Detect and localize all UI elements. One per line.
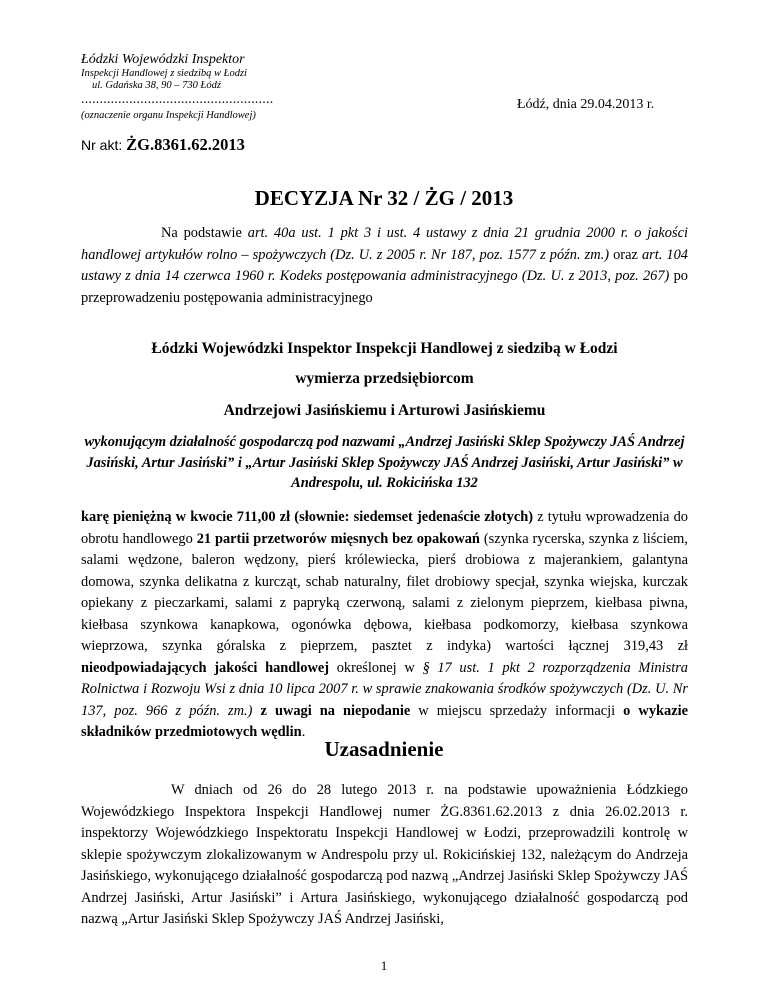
penalty-end: . xyxy=(301,724,306,740)
authority-address: ul. Gdańska 38, 90 – 730 Łódź xyxy=(92,80,221,91)
penalty-text-1: z tytułu wprowadzenia do obrotu handlowego xyxy=(81,509,688,547)
basis-statute-1: art. 40a ust. 1 pkt 3 i ust. 4 ustawy z dnia 21 grudnia 2000 r. o jakości handlowej artykułów rolno – spożywczych (Dz. U. z 2005 r. Nr 187, poz. 1577 z późn. zm.) xyxy=(81,225,688,263)
authority-note: (oznaczenie organu Inspekcji Handlowej) xyxy=(81,110,256,121)
page-number: 1 xyxy=(380,958,388,973)
penalty-text-3: w miejscu sprzedaży informacji xyxy=(410,702,624,719)
basis-text-1: Na podstawie xyxy=(161,225,248,241)
recipients: Andrzejowi Jasińskiemu i Arturowi Jasińskiemu xyxy=(223,402,546,419)
penalty-text-2: określonej w xyxy=(329,659,423,676)
basis-statute-2: art. 104 ustawy z dnia 14 czerwca 1960 r. Kodeks postępowania administracyjnego (Dz. U. z 2013, poz. 267) xyxy=(81,246,688,284)
penalty-batches: 21 partii przetworów mięsnych bez opakowań xyxy=(196,530,480,547)
penalty-ingredients: o wykazie składników przedmiotowych wędlin xyxy=(81,702,688,740)
authority-name: Łódzki Wojewódzki Inspektor xyxy=(81,52,245,67)
authority-subtitle: Inspekcji Handlowej z siedzibą w Łodzi xyxy=(81,68,247,79)
justification-text: W dniach od 26 do 28 lutego 2013 r. na podstawie upoważnienia Łódzkiego Wojewódzkiego Inspektora Inspekcji Handlowej numer ŻG.8361.62.2013 z dnia 26.02.2013 r. inspektorzy Wojewódzkiego Inspektoratu Inspekcji Handlowej w Łodzi, przeprowadzili kontrolę w sklepie spożywczym zlokalizowanym w Andrespolu przy ul. Rokicińskiej 132, należącym do Andrzeja Jasińskiego, wykonującego działalność gospodarczą pod nazwą „Andrzej Jasiński Sklep Spożywczy JAŚ Andrzej Jasiński, Artur Jasiński” i Artura Jasińskiego, wykonującego działalność gospodarczą pod nazwą „Artur Jasiński Sklep Spożywczy JAŚ Andrzej Jasiński, xyxy=(81,782,688,927)
penalty-quality: nieodpowiadających jakości handlowej xyxy=(81,659,330,676)
penalty-reason: z uwagi na niepodanie xyxy=(252,702,411,719)
legal-basis-paragraph xyxy=(81,223,688,309)
decision-title: DECYZJA Nr 32 / ŻG / 2013 xyxy=(254,186,514,210)
justification-paragraph xyxy=(81,780,688,931)
imposes-line: wymierza przedsiębiorcom xyxy=(295,370,474,387)
penalty-paragraph xyxy=(81,507,688,744)
business-description: wykonującym działalność gospodarczą pod nazwami „Andrzej Jasiński Sklep Spożywczy JAŚ Andrzej Jasiński, Artur Jasiński” i „Artur Jasiński Sklep Spożywczy JAŚ Andrzej Jasiński, Artur Jasiński” w Andrespolu, ul. Rokicińska 132 xyxy=(84,434,685,491)
authority-full-name: Łódzki Wojewódzki Inspektor Inspekcji Handlowej z siedzibą w Łodzi xyxy=(151,340,618,357)
file-reference xyxy=(81,135,245,155)
place-date: Łódź, dnia 29.04.2013 r. xyxy=(517,97,655,112)
justification-heading: Uzasadnienie xyxy=(324,737,444,761)
penalty-regulation: § 17 ust. 1 pkt 2 rozporządzenia Ministra Rolnictwa i Rozwoju Wsi z dnia 10 lipca 2007 r. w sprawie znakowania środków spożywczych (Dz. U. Nr 137, poz. 966 z późn. zm.) xyxy=(81,659,688,719)
basis-text-3: po przeprowadzeniu postępowania administracyjnego xyxy=(81,268,688,306)
penalty-products: (szynka rycerska, szynka z liściem, salami wędzone, baleron wędzony, pierś królewiecka, pierś drobiowa z majerankiem, galantyna domowa, szynka delikatna z kurcząt, schab naturalny, filet drobiowy specjał, szynka wiejska, kurczak opiekany z pieczarkami, salami z papryką czerwoną, salami z zielonym pieprzem, kiełbasa piwna, kiełbasa szynkowa kanapkowa, ogonówka dębowa, kiełbasa podkomorzy, kiełbasa szynkowa wieprzowa, szynka góralska z pieprzem, pasztet z indyka) wartości łącznej 319,43 zł xyxy=(81,530,688,654)
file-reference-value: ŻG.8361.62.2013 xyxy=(126,135,245,154)
basis-text-2: oraz xyxy=(609,246,642,263)
penalty-amount: karę pieniężną w kwocie 711,00 zł (słownie: siedemset jedenaście złotych) xyxy=(81,509,534,525)
file-reference-label: Nr akt: xyxy=(81,137,123,153)
authority-dotted-line: .................................................... xyxy=(81,92,274,107)
